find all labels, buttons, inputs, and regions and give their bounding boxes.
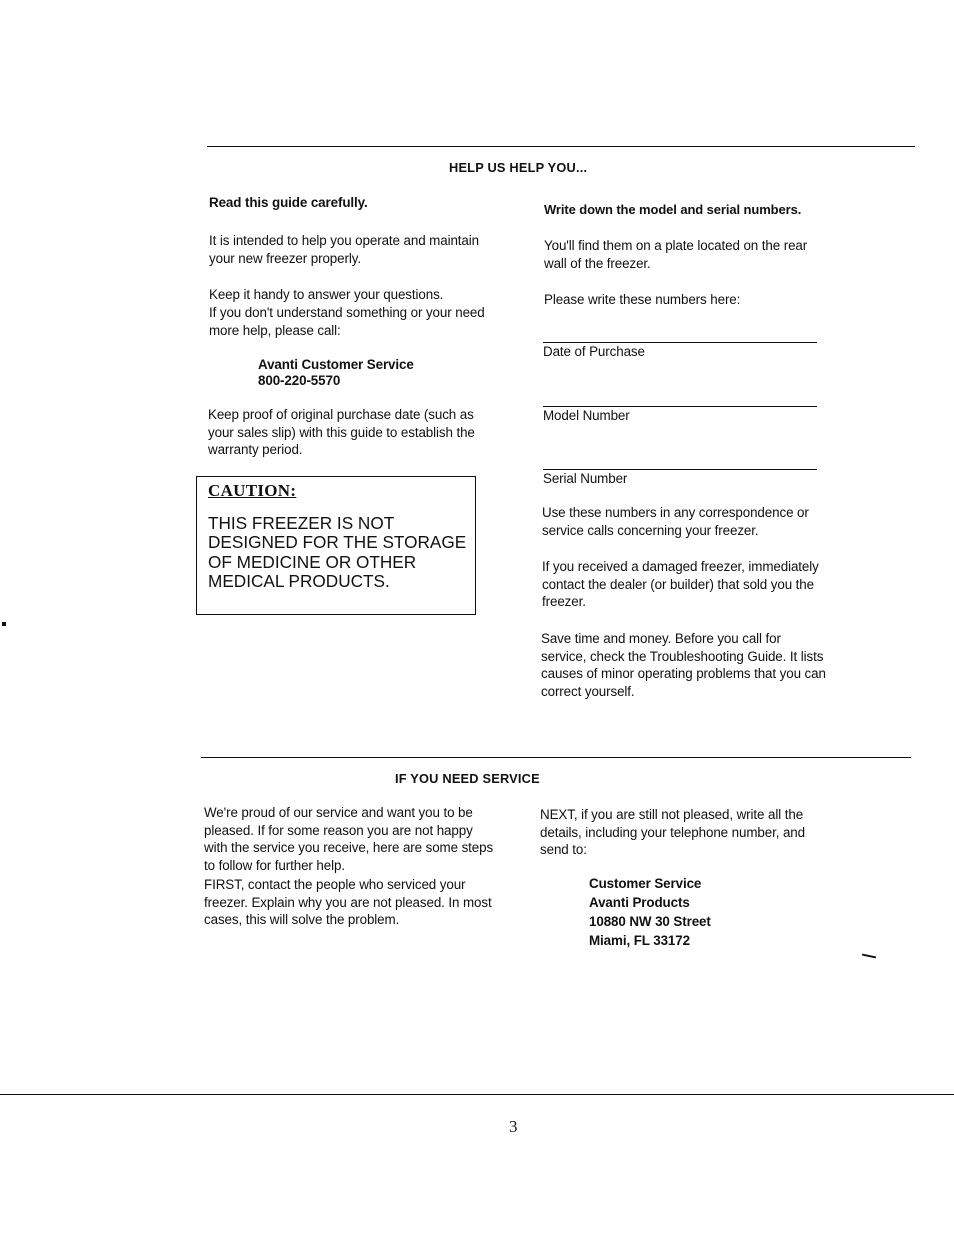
correspondence-paragraph: Use these numbers in any correspondence or service calls concerning your freezer.	[542, 505, 809, 538]
first-step-paragraph: FIRST, contact the people who serviced your freezer. Explain why you are not pleased. In most cases, this will solve the problem.	[204, 877, 492, 928]
write-here-line: Please write these numbers here:	[544, 292, 741, 307]
scan-mark	[862, 954, 876, 959]
caution-text: THIS FREEZER IS NOT DESIGNED FOR THE STORAGE OF MEDICINE OR OTHER MEDICAL PRODUCTS.	[208, 513, 467, 592]
damaged-freezer-paragraph: If you received a damaged freezer, immediately contact the dealer (or builder) that sold you the freezer.	[542, 559, 819, 610]
next-step-paragraph: NEXT, if you are still not pleased, write all the details, including your telephone number, and send to:	[540, 807, 805, 858]
caution-title: CAUTION:	[208, 481, 297, 500]
contact-phone: 800-220-5570	[258, 373, 341, 388]
scan-mark	[2, 622, 6, 626]
date-of-purchase-label: Date of Purchase	[543, 344, 645, 359]
read-guide-title: Read this guide carefully.	[209, 195, 368, 210]
address-line-1: Customer Service	[589, 876, 702, 891]
service-intro-paragraph: We're proud of our service and want you to be pleased. If for some reason you are not happy with the service you receive, here are some steps to follow for further help.	[204, 805, 494, 873]
keep-handy-line: Keep it handy to answer your questions.	[209, 287, 444, 302]
contact-name: Avanti Customer Service	[258, 357, 414, 372]
middle-rule	[201, 757, 911, 758]
troubleshooting-paragraph: Save time and money. Before you call for service, check the Troubleshooting Guide. It lists causes of minor operating problems that you can correct yourself.	[541, 631, 826, 699]
serial-number-label: Serial Number	[543, 471, 628, 486]
address-line-2: Avanti Products	[589, 895, 690, 910]
intro-paragraph: It is intended to help you operate and maintain your new freezer properly.	[209, 233, 479, 266]
top-rule	[207, 146, 915, 147]
address-line-4: Miami, FL 33172	[589, 933, 690, 948]
section-heading-service: IF YOU NEED SERVICE	[395, 771, 540, 786]
page-number: 3	[509, 1117, 518, 1136]
proof-of-purchase-paragraph: Keep proof of original purchase date (such as your sales slip) with this guide to establish the warranty period.	[208, 407, 475, 458]
section-heading-help: HELP US HELP YOU...	[449, 160, 588, 175]
footer-rule	[0, 1094, 954, 1095]
caution-box	[196, 476, 476, 615]
address-line-3: 10880 NW 30 Street	[589, 914, 711, 929]
plate-location-paragraph: You'll find them on a plate located on the rear wall of the freezer.	[544, 238, 808, 271]
write-numbers-title: Write down the model and serial numbers.	[544, 202, 802, 217]
model-number-label: Model Number	[543, 408, 630, 423]
call-help-paragraph: If you don't understand something or your need more help, please call:	[209, 305, 485, 338]
